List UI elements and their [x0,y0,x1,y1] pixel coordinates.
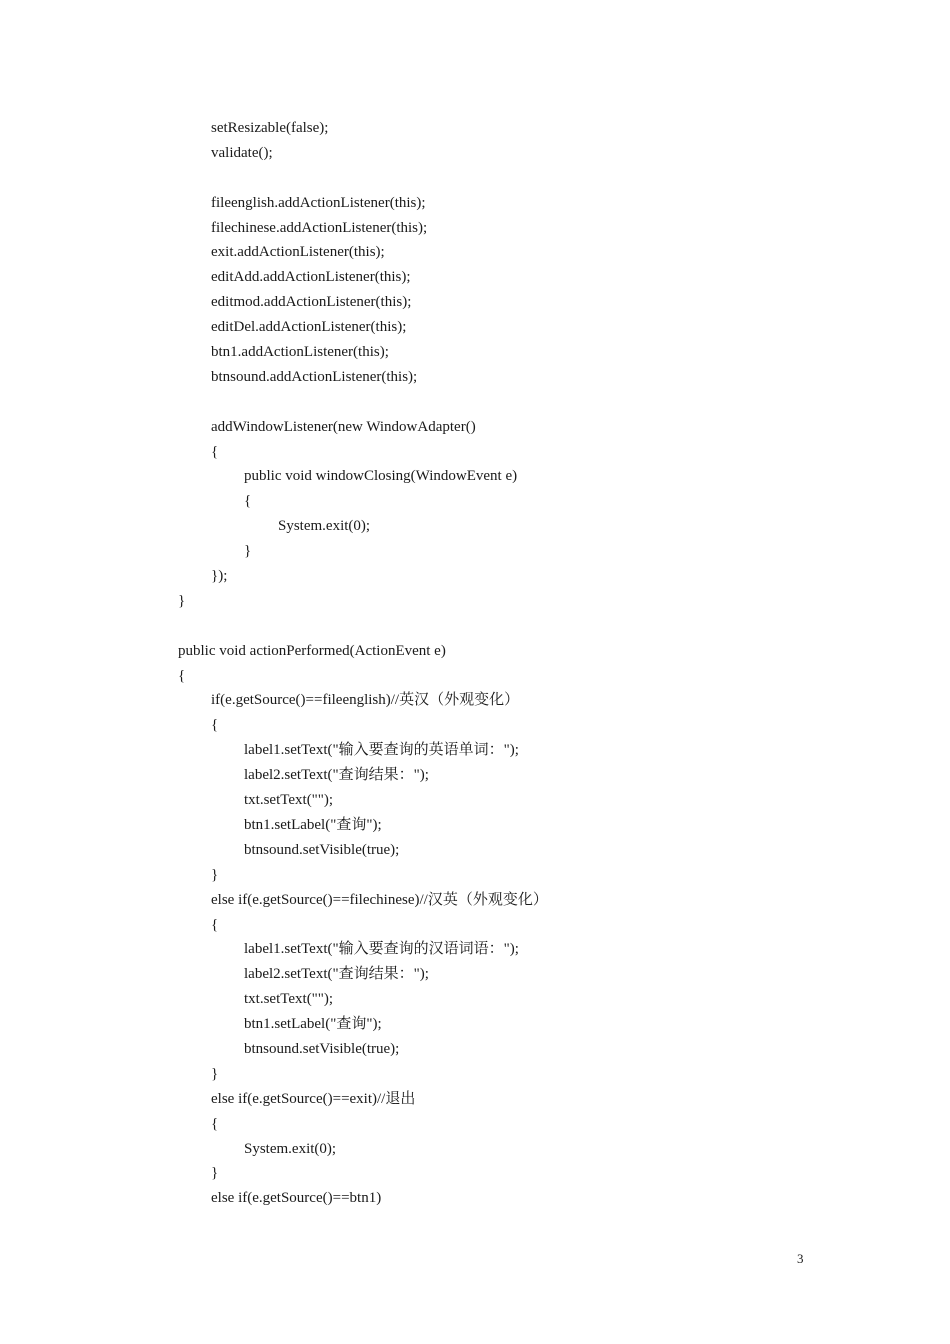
code-line: } [178,592,186,609]
code-line: { [178,667,186,684]
code-line: else if(e.getSource()==filechinese)//汉英（外观变化） [211,891,548,908]
code-line [178,390,548,415]
code-line: else if(e.getSource()==btn1) [211,1190,382,1207]
code-line: } [211,1065,219,1082]
code-line: { [211,443,219,460]
code-line: btn1.setLabel("查询"); [244,1016,382,1033]
code-line: System.exit(0); [244,1140,337,1157]
code-line: label2.setText("查询结果："); [244,767,429,784]
code-line: btn1.addActionListener(this); [211,344,389,361]
code-line: btnsound.addActionListener(this); [211,368,418,385]
code-line: { [211,916,219,933]
code-line: btnsound.setVisible(true); [244,841,400,858]
code-line: }); [211,568,228,585]
code-line: } [244,543,252,560]
code-line: btn1.setLabel("查询"); [244,816,382,833]
code-line: { [211,1115,219,1132]
code-line: editDel.addActionListener(this); [211,319,407,336]
code-line: editmod.addActionListener(this); [211,294,412,311]
code-line: label1.setText("输入要查询的汉语词语："); [244,941,519,958]
code-line: setResizable(false); [211,120,329,136]
code-line: filechinese.addActionListener(this); [211,219,428,236]
code-line: exit.addActionListener(this); [211,244,385,261]
code-line: validate(); [211,144,273,161]
code-line [178,166,548,191]
code-line: btnsound.setVisible(true); [244,1040,400,1057]
code-line: addWindowListener(new WindowAdapter() [211,418,476,435]
code-line: label2.setText("查询结果："); [244,966,429,983]
code-listing [178,116,548,1211]
code-line: txt.setText(""); [244,991,334,1008]
code-line: else if(e.getSource()==exit)//退出 [211,1090,416,1107]
code-line: txt.setText(""); [244,792,334,809]
code-line: editAdd.addActionListener(this); [211,269,411,286]
page-number: 3 [797,1251,804,1266]
code-line: } [211,1165,219,1182]
code-line: label1.setText("输入要查询的英语单词："); [244,742,519,759]
code-line: public void windowClosing(WindowEvent e) [244,468,518,485]
code-line: public void actionPerformed(ActionEvent e) [178,642,446,659]
code-line [178,614,548,639]
code-line: if(e.getSource()==fileenglish)//英汉（外观变化） [211,692,520,709]
code-line: System.exit(0); [278,518,371,535]
code-line: { [244,493,252,510]
code-line: { [211,717,219,734]
code-line: } [211,866,219,883]
code-line: fileenglish.addActionListener(this); [211,194,426,211]
